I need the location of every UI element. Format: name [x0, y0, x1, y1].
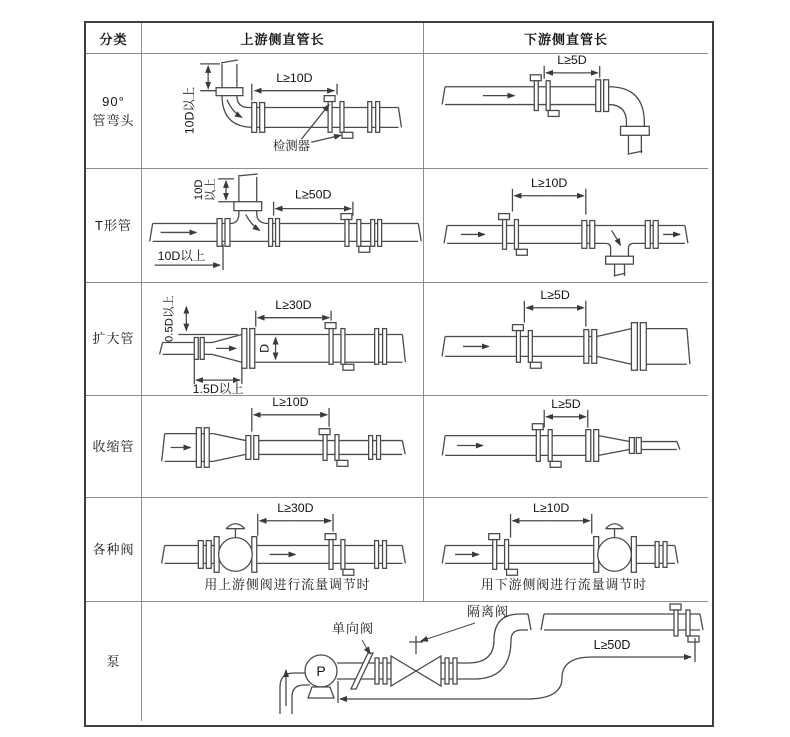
length-dim-label: L≥5D	[551, 396, 581, 411]
flowmeter-icon	[341, 214, 382, 253]
check-valve-label: 单向阀	[331, 621, 375, 636]
flow-arrow-curved-icon	[612, 230, 621, 245]
category-reducer	[86, 396, 142, 498]
flowmeter-icon	[325, 323, 386, 371]
header-category-label: 分类	[99, 31, 128, 47]
category-pump-label: 泵	[106, 653, 121, 669]
category-expander	[86, 283, 142, 396]
cell-tee-upstream	[142, 169, 424, 283]
category-pump	[86, 602, 142, 721]
detector-leader-arrows	[301, 105, 341, 143]
length-dimension	[544, 410, 588, 428]
flowmeter-icon	[499, 214, 528, 256]
diagram-expander-downstream	[424, 283, 708, 395]
vertical-dim-label: 10D以上	[182, 86, 197, 135]
category-90-elbow	[86, 54, 142, 169]
category-90-elbow-line1: 90°	[102, 93, 125, 109]
caption: 用上游侧阀进行流量调节时	[204, 577, 371, 593]
flowmeter-icon	[325, 534, 386, 576]
header-downstream-label: 下游侧直管长	[523, 31, 608, 47]
cell-expander-upstream	[142, 283, 424, 396]
isolation-valve-label: 隔离阀	[466, 604, 510, 619]
flowmeter-icon	[489, 534, 518, 576]
diagram-elbow-upstream	[142, 54, 423, 168]
straight-pipe-requirements-table	[84, 21, 714, 727]
header-category	[86, 23, 142, 54]
diagram-expander-upstream	[142, 283, 423, 395]
isolation-valve-icon	[391, 636, 457, 686]
flowmeter-icon	[530, 75, 559, 117]
length-dimension	[256, 311, 331, 327]
check-valve-leader-arrow	[362, 640, 370, 654]
isolation-valve-leader-arrow	[421, 623, 475, 641]
check-valve-icon	[351, 653, 387, 689]
category-tee-label: T形管	[95, 217, 132, 233]
length-dim-label: L≥5D	[540, 287, 570, 302]
vertical-dimension	[200, 64, 220, 91]
flowmeter-icon	[324, 96, 380, 139]
header-downstream	[424, 23, 708, 54]
globe-valve-icon	[594, 524, 637, 573]
pump-label: P	[316, 663, 326, 679]
flowmeter-icon	[319, 429, 380, 467]
length-dim-label: L≥10D	[530, 175, 568, 190]
length-dim-label: L≥50D	[593, 638, 631, 652]
bottom-dim-label: 10D以上	[157, 249, 206, 264]
category-valves	[86, 498, 142, 602]
length-dim-label: L≥50D	[295, 187, 332, 202]
caption: 用下游侧阀进行流量调节时	[480, 577, 648, 593]
cone-dimension	[194, 358, 242, 384]
diagram-reducer-downstream	[424, 396, 708, 497]
offset-dim-label: 0.5D以上	[163, 295, 176, 343]
length-dim-label: L≥10D	[272, 396, 309, 409]
cell-valve-downstream	[424, 498, 708, 602]
diagram-tee-downstream	[424, 169, 708, 282]
length-dim-label: L≥10D	[276, 70, 313, 85]
category-reducer-label: 收缩管	[92, 438, 135, 454]
detector-label: 检测器	[272, 139, 310, 154]
diagram-valve-upstream	[142, 498, 423, 601]
pipe	[444, 221, 688, 277]
cell-tee-downstream	[424, 169, 708, 283]
offset-dimension	[178, 307, 237, 335]
length-dim-label: L≥30D	[277, 500, 314, 515]
length-dimension	[544, 66, 600, 79]
category-tee	[86, 169, 142, 283]
header-upstream-label: 上游侧直管长	[240, 31, 325, 47]
length-dimension	[258, 514, 333, 536]
length-dimension	[511, 514, 592, 538]
cone-dim-label: 1.5D以上	[192, 382, 244, 395]
diagram-elbow-downstream	[424, 54, 708, 168]
flowmeter-icon	[532, 424, 561, 468]
cell-expander-downstream	[424, 283, 708, 396]
diameter-dim-label: D	[257, 343, 272, 353]
flowmeter-icon	[670, 604, 699, 642]
length-dim-label: L≥10D	[532, 500, 570, 515]
flow-arrow-icon	[227, 100, 242, 118]
vertical-dimension	[218, 179, 234, 202]
cell-pump	[142, 602, 708, 721]
length-dimension	[512, 189, 585, 215]
diagram-pump	[142, 602, 708, 721]
cell-reducer-downstream	[424, 396, 708, 498]
header-upstream	[142, 23, 424, 54]
length-dimension	[252, 408, 329, 432]
flowmeter-icon	[512, 325, 541, 369]
vertical-dim-label-1: 10D	[193, 179, 206, 201]
length-dim-label: L≥5D	[557, 54, 587, 67]
category-90-elbow-line2: 管弯头	[92, 113, 135, 128]
globe-valve-icon	[214, 524, 257, 573]
cell-reducer-upstream	[142, 396, 424, 498]
cell-valve-upstream	[142, 498, 424, 602]
diagram-reducer-upstream	[142, 396, 423, 497]
category-expander-label: 扩大管	[92, 331, 135, 347]
category-valves-label: 各种阀	[92, 541, 135, 557]
diagram-tee-upstream	[142, 169, 423, 282]
length-dimension	[524, 301, 585, 327]
diagram-valve-downstream	[424, 498, 708, 601]
vertical-dim-label-2: 以上	[205, 178, 218, 202]
cell-elbow-upstream	[142, 54, 424, 169]
cell-elbow-downstream	[424, 54, 708, 169]
length-dim-label: L≥30D	[275, 297, 312, 312]
